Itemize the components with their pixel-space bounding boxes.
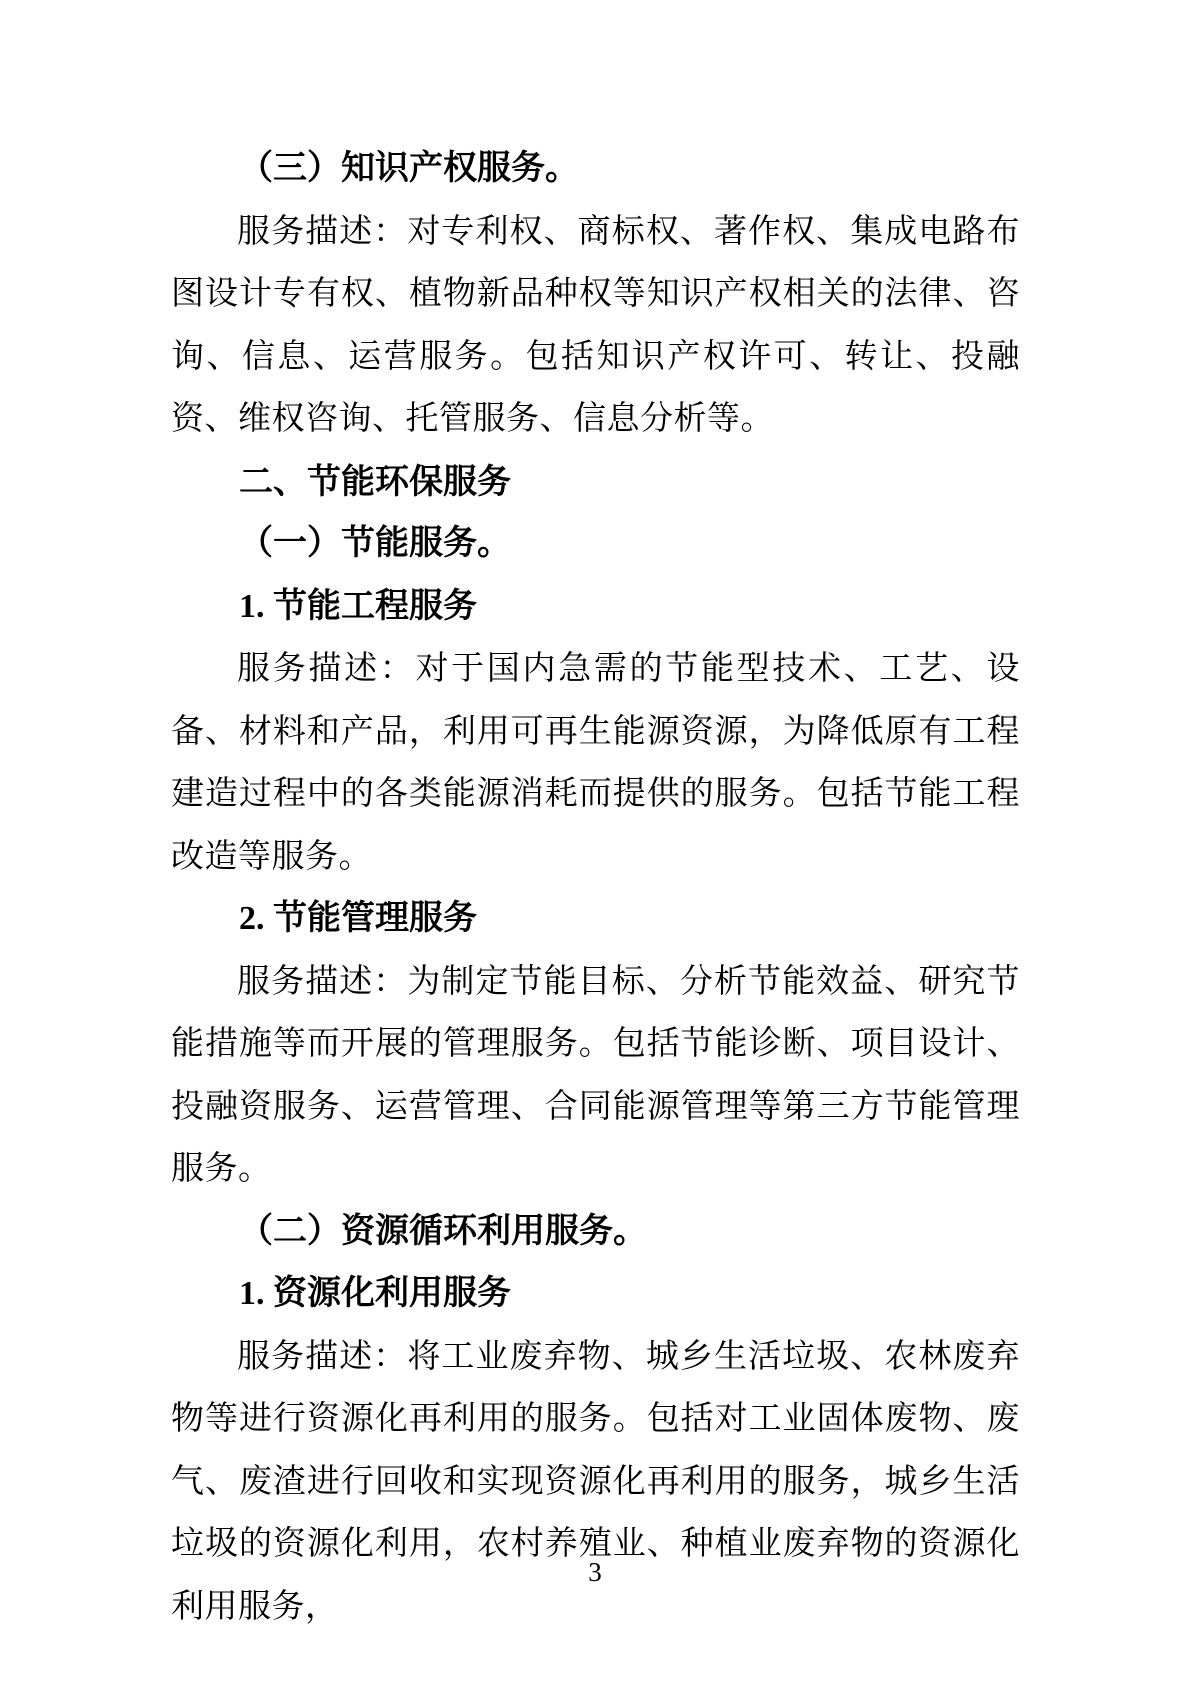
paragraph-energy-management-description: 服务描述：为制定节能目标、分析节能效益、研究节能措施等而开展的管理服务。包括节能诊断、项目设计、投融资服务、运营管理、合同能源管理等第三方节能管理服务。 [171,963,1020,1187]
paragraph-resource-utilization-description: 服务描述：将工业废弃物、城乡生活垃圾、农林废弃物等进行资源化再利用的服务。包括对工业固体废物、废气、废渣进行回收和实现资源化再利用的服务，城乡生活垃圾的资源化利用，农村养殖业、种植业废弃物的资源化利用服务， [171,1338,1020,1625]
heading-energy-saving-environmental-services: 二、节能环保服务 [239,462,511,501]
page-number: 3 [588,1557,602,1587]
heading-energy-saving-management-service: 2. 节能管理服务 [239,900,477,937]
heading-intellectual-property-services: （三）知识产权服务。 [239,150,579,187]
page-body [171,138,1020,1638]
heading-energy-saving-services: （一）节能服务。 [239,525,511,562]
heading-resource-utilization-service: 1. 资源化利用服务 [239,1275,511,1312]
heading-resource-recycling-services: （二）资源循环利用服务。 [239,1212,647,1250]
paragraph-energy-engineering-description: 服务描述：对于国内急需的节能型技术、工艺、设备、材料和产品，利用可再生能源资源，为降低原有工程建造过程中的各类能源消耗而提供的服务。包括节能工程改造等服务。 [171,651,1020,875]
paragraph-ip-service-description: 服务描述：对专利权、商标权、著作权、集成电路布图设计专有权、植物新品种权等知识产权相关的法律、咨询、信息、运营服务。包括知识产权许可、转让、投融资、维权咨询、托管服务、信息分析等。 [171,213,1020,437]
heading-energy-saving-engineering-service: 1. 节能工程服务 [239,587,477,625]
